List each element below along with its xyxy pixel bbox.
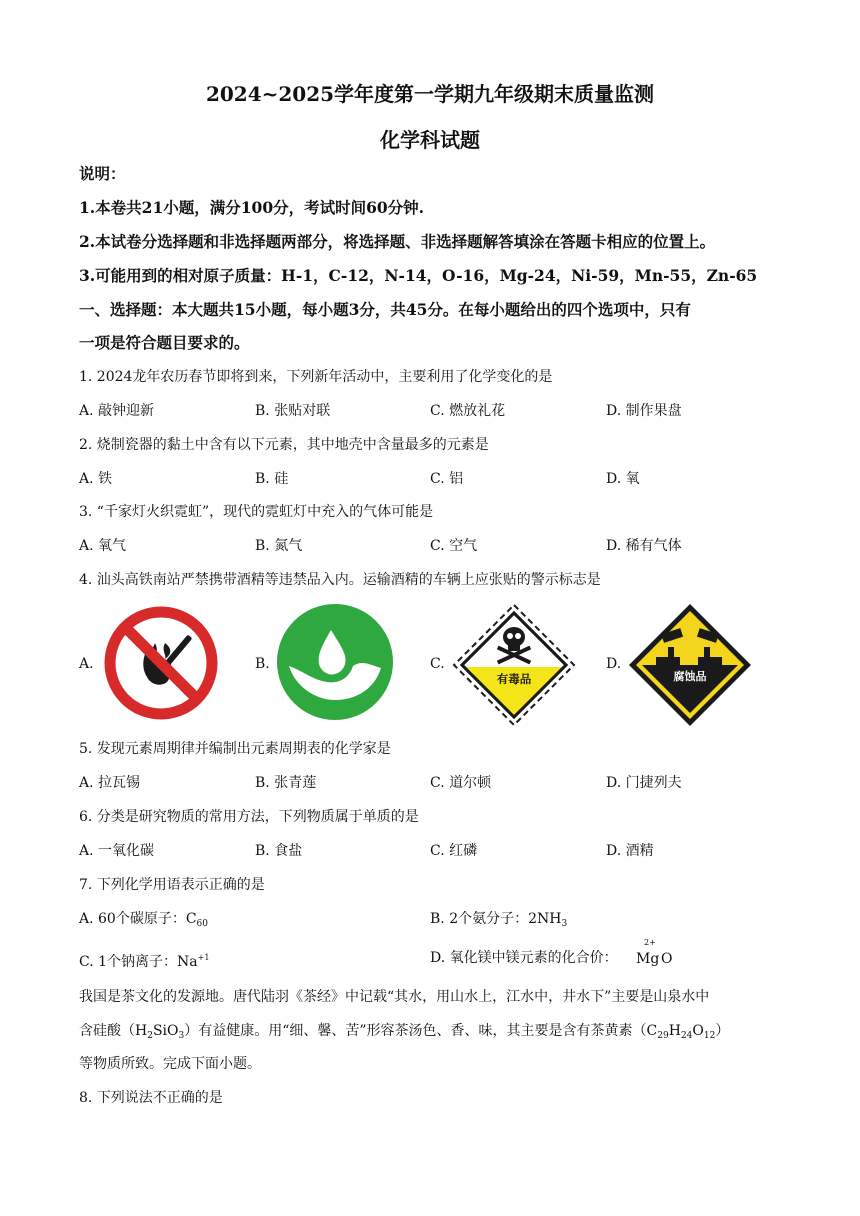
passage-subscript: 12 [703,1031,716,1041]
q1-option-c[interactable]: C. 燃放礼花 [430,403,506,419]
question-8-stem: 8. 下列说法不正确的是 [79,1090,223,1106]
question-7-stem: 7. 下列化学用语表示正确的是 [79,877,265,893]
passage-subscript: 29 [657,1031,669,1041]
q7-option-d-text: D. 氧化镁中镁元素的化合价： [430,950,618,966]
toxic-sign-label: 有毒品 [496,672,532,686]
q7-option-b[interactable] [430,910,567,933]
q5-option-d[interactable]: D. 门捷列夫 [606,775,682,791]
toxic-sign-icon[interactable] [452,603,576,727]
q6-option-c[interactable]: C. 红磷 [430,843,478,859]
q7-option-d[interactable] [430,949,618,967]
passage-subscript: 3 [178,1031,185,1041]
passage-subscript: 2 [147,1031,153,1041]
question-2-stem: 2. 烧制瓷器的黏土中含有以下元素，其中地壳中含量最多的元素是 [79,437,489,453]
q6-option-d[interactable]: D. 酒精 [606,843,654,859]
exam-subtitle: 化学科试题 [380,128,480,152]
corrosive-sign-icon[interactable] [628,603,752,727]
water-drop-sign-icon[interactable] [277,604,393,720]
q7-option-d-formula-mg: Mg [636,951,660,967]
q6-option-a[interactable]: A. 一氧化碳 [79,843,155,859]
q1-option-d[interactable]: D. 制作果盘 [606,403,682,419]
exam-title: 2024~2025学年度第一学期九年级期末质量监测 [205,82,655,106]
q7-option-a-subscript: 60 [196,919,208,929]
q4-option-b[interactable]: B. [255,656,270,672]
note-3: 3.可能用到的相对原子质量：H-1，C-12，N-14，O-16，Mg-24，Ni-59，Mn-55，Zn-65 [79,266,758,285]
note-1: 1.本卷共21小题，满分100分，考试时间60分钟. [79,198,425,217]
passage-text: H [668,1023,681,1039]
q2-option-c[interactable]: C. 铝 [430,471,464,487]
q4-option-c[interactable]: C. [430,656,445,672]
q4-option-a[interactable]: A. [79,656,94,672]
section-1-heading: 一、选择题：本大题共15小题，每小题3分，共45分。在每小题给出的四个选项中，只有 [79,300,691,319]
passage-line-1: 我国是茶文化的发源地。唐代陆羽《茶经》中记载“其水，用山水上，江水中，井水下”主要是山泉水中 [79,989,710,1005]
passage-text: ） [715,1023,730,1039]
question-4-stem: 4. 汕头高铁南站严禁携带酒精等违禁品入内。运输酒精的车辆上应张贴的警示标志是 [79,572,601,588]
q7-option-a[interactable] [79,910,208,933]
no-fire-sign-icon[interactable] [103,605,219,721]
question-1-stem: 1. 2024龙年农历春节即将到来，下列新年活动中，主要利用了化学变化的是 [79,369,553,385]
question-5-stem: 5. 发现元素周期律并编制出元素周期表的化学家是 [79,741,391,757]
question-6-stem: 6. 分类是研究物质的常用方法，下列物质属于单质的是 [79,809,419,825]
passage-text: O [692,1023,704,1039]
q2-option-d[interactable]: D. 氧 [606,471,640,487]
notes-heading: 说明： [79,164,126,183]
q3-option-a[interactable]: A. 氧气 [79,538,127,554]
q7-option-c-superscript: +1 [197,953,210,962]
q1-option-a[interactable]: A. 敲钟迎新 [79,403,155,419]
passage-text: 含硅酸（H [79,1023,148,1039]
question-3-stem: 3. “千家灯火织霓虹”，现代的霓虹灯中充入的气体可能是 [79,504,434,520]
q7-option-a-text: A. 60个碳原子：C [79,911,197,927]
q7-option-c-text: C. 1个钠离子：Na [79,954,198,970]
q7-option-c[interactable] [79,949,209,971]
q7-option-b-subscript: 3 [561,919,568,929]
q7-option-b-text: B. 2个氨分子：2NH [430,911,562,927]
q5-option-b[interactable]: B. 张青莲 [255,775,317,791]
q2-option-a[interactable]: A. 铁 [79,471,113,487]
passage-text: SiO [152,1023,179,1039]
q3-option-d[interactable]: D. 稀有气体 [606,538,682,554]
note-2: 2.本试卷分选择题和非选择题两部分，将选择题、非选择题解答填涂在答题卡相应的位置上。 [79,232,716,251]
corrosive-sign-label: 腐蚀品 [673,670,707,683]
q1-option-b[interactable]: B. 张贴对联 [255,403,331,419]
q6-option-b[interactable]: B. 食盐 [255,843,303,859]
q5-option-a[interactable]: A. 拉瓦锡 [79,775,141,791]
q7-option-d-charge: 2+ [644,938,656,947]
q3-option-c[interactable]: C. 空气 [430,538,478,554]
passage-subscript: 24 [680,1031,693,1041]
passage-text: ）有益健康。用“细、馨、苦”形容茶汤色、香、味，其主要是含有茶黄素（C [184,1023,658,1039]
q7-option-d-formula-o: O [661,951,673,967]
q2-option-b[interactable]: B. 硅 [255,471,289,487]
q5-option-c[interactable]: C. 道尔顿 [430,775,492,791]
section-1-heading-cont: 一项是符合题目要求的。 [79,333,250,352]
passage-line-3: 等物质所致。完成下面小题。 [79,1056,261,1072]
q4-option-d[interactable]: D. [606,656,622,672]
q3-option-b[interactable]: B. 氮气 [255,538,303,554]
passage-line-2 [79,1022,729,1045]
